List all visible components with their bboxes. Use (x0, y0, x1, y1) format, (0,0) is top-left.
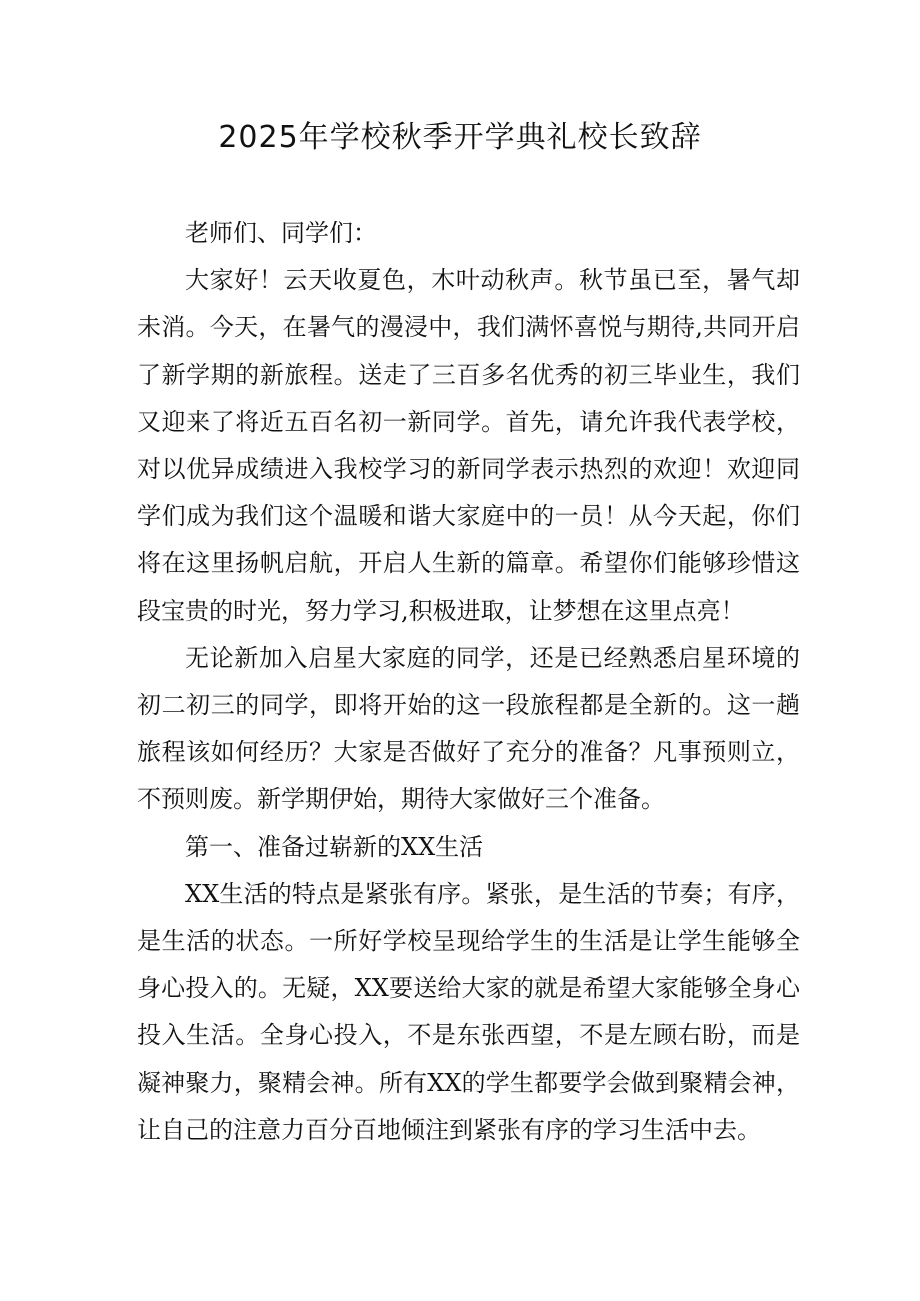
section-heading: 第一、准备过崭新的XX生活 (185, 832, 484, 861)
document-title: 2025年学校秋季开学典礼校长致辞 (218, 120, 702, 155)
salutation-paragraph: 老师们、同学们： (185, 219, 377, 247)
body-paragraph: XX生活的特点是紧张有序。紧张，是生活的节奏；有序，是生活的状态。一所好学校呈现给学生的生活是让学生能够全身心投入的。无疑，XX要送给大家的就是希望大家能够全身心投入生活。全身心投入，不是东张西望，不是左顾右盼，而是凝神聚力，聚精会神。所有XX的学生都要学会做到聚精会神，让自己的注意力百分百地倾注到紧张有序的学习生活中去。 (137, 879, 800, 1144)
document-body (137, 210, 800, 1154)
body-paragraph: 无论新加入启星大家庭的同学，还是已经熟悉启星环境的初二初三的同学，即将开始的这一段旅程都是全新的。这一趟旅程该如何经历？大家是否做好了充分的准备？凡事预则立，不预则废。新学期伊始，期待大家做好三个准备。 (137, 643, 800, 814)
body-paragraph: 大家好！云天收夏色，木叶动秋声。秋节虽已至，暑气却未消。今天，在暑气的漫浸中，我们满怀喜悦与期待,共同开启了新学期的新旅程。送走了三百多名优秀的初三毕业生，我们又迎来了将近五百名初一新同学。首先，请允许我代表学校，对以优异成绩进入我校学习的新同学表示热烈的欢迎！欢迎同学们成为我们这个温暖和谐大家庭中的一员！从今天起，你们将在这里扬帆启航，开启人生新的篇章。希望你们能够珍惜这段宝贵的时光，努力学习,积极进取，让梦想在这里点亮！ (137, 266, 800, 625)
